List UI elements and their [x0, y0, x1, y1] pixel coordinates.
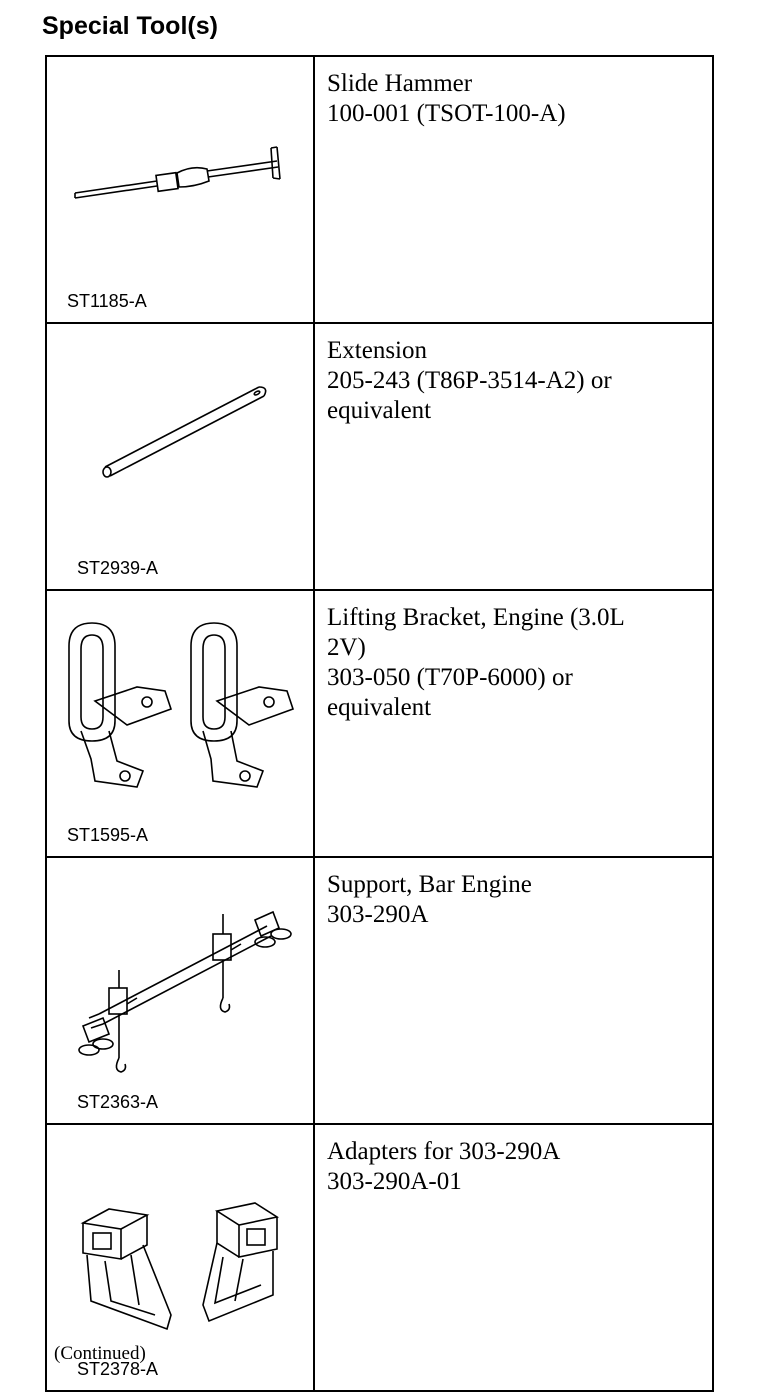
tool-name: Support, Bar Engine — [327, 871, 532, 898]
slide-hammer-icon — [47, 57, 313, 310]
adapters-icon — [47, 1125, 313, 1378]
tool-illustration-cell — [46, 857, 314, 1124]
tool-note: equivalent — [327, 694, 432, 721]
tool-description — [314, 1124, 713, 1391]
tool-row — [46, 56, 713, 323]
tool-part-number: 303-290A — [327, 901, 429, 928]
tool-part-number: 205-243 (T86P-3514-A2) or — [327, 367, 612, 394]
tool-illustration-cell — [46, 590, 314, 857]
extension-bar-icon — [47, 324, 313, 577]
tool-code: ST2378-A — [77, 1359, 159, 1379]
tool-part-number: 100-001 (TSOT-100-A) — [327, 100, 566, 127]
tool-description — [314, 590, 713, 857]
tool-description — [314, 56, 713, 323]
page-title: Special Tool(s) — [42, 12, 218, 40]
tool-row — [46, 857, 713, 1124]
tool-name: Adapters for 303-290A — [327, 1138, 561, 1165]
lifting-bracket-icon — [47, 591, 313, 844]
tool-code: ST2939-A — [77, 558, 159, 578]
tool-illustration-cell — [46, 323, 314, 590]
tool-code: ST2363-A — [77, 1092, 159, 1112]
tool-part-number: 303-290A-01 — [327, 1168, 462, 1195]
tool-row — [46, 323, 713, 590]
tool-row — [46, 1124, 713, 1391]
tool-code: ST1595-A — [67, 825, 149, 845]
tool-part-number: 303-050 (T70P-6000) or — [327, 664, 573, 691]
support-bar-icon — [47, 858, 313, 1111]
tool-code: ST1185-A — [67, 291, 147, 311]
tool-name: Lifting Bracket, Engine (3.0L — [327, 604, 625, 631]
tool-description — [314, 857, 713, 1124]
tool-name-continued: 2V) — [327, 634, 366, 661]
special-tools-table — [45, 55, 714, 1392]
continued-note: (Continued) — [54, 1343, 146, 1364]
tool-row — [46, 590, 713, 857]
tool-illustration-cell — [46, 56, 314, 323]
tool-name: Extension — [327, 337, 427, 364]
tool-description — [314, 323, 713, 590]
tool-name: Slide Hammer — [327, 70, 473, 97]
tool-note: equivalent — [327, 397, 432, 424]
